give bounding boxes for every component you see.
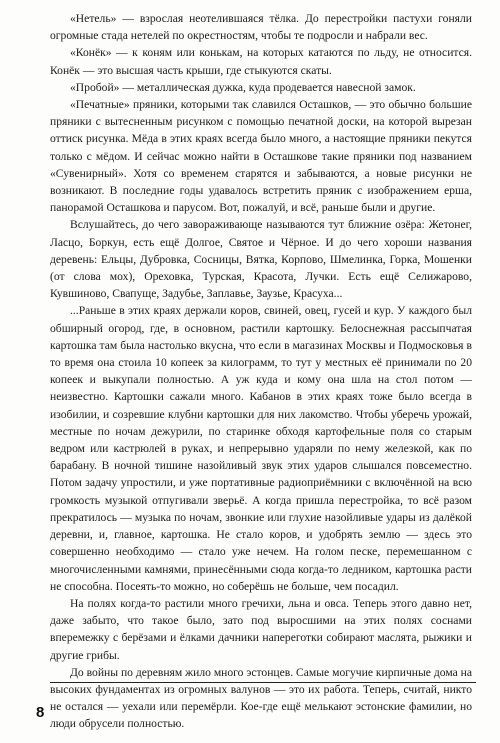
body-text [50, 10, 472, 733]
paragraph-netel: «Нетель» — взрослая неотелившаяся тёлка. До перестройки пастухи гоняли огромные стада нетелей по окрестностям, чтобы те подросли и набрали вес. [50, 12, 472, 43]
paragraph-estoncy: До войны по деревням жило много эстонцев. Самые могучие кирпичные дома на высоких фундаментах из огромных валунов — это их работа. Теперь, считай, никто не остался — уехали или перемёрли. Кое-где ещё мелькают эстонские фамилии, но люди обрусели полностью. [50, 665, 472, 731]
paragraph-polya: На полях когда-то растили много гречихи, льна и овса. Теперь этого давно нет, даже забыто, что такое было, зато под выросшими на этих полях соснами вперемежку с берёзами и ёлками дачники напереготки собирают маслята, рыжики и другие грибы. [50, 596, 472, 662]
paragraph-kartoshka: ...Раньше в этих краях держали коров, свиней, овец, гусей и кур. У каждого был обширный огород, где, в основном, растили картошку. Белоснежная рассыпчатая картошка там была настолько вкусна, что если в магазинах Москвы и Подмосковья в то время она стоила 10 копеек за килограмм, то тут у местных её принимали по 20 копеек и выкупали полностью. А уж куда и кому она шла на стол потом — неизвестно. Картошки сажали много. Кабанов в этих краях тоже было всегда в изобилии, и созревшие клубни картошки для них лакомство. Чтобы уберечь урожай, местные по ночам дежурили, по старинке обходя картофельные поля со старым ведром или кастрюлей в руках, и непрерывно ударяли по нему железкой, как по барабану. В ночной тишине назойливый звук этих ударов слышался повсеместно. Потом задачу упростили, и уже портативные радиоприёмники с включённой на всю громкость музыкой отпугивали зверьё. А когда пришла перестройка, то всё разом прекратилось — музыка по ночам, звонкие или глухие назойливые удары из далёкой деревни, и, главное, картошка. Не стало коров, и удобрять землю — здесь это совершенно необходимо — стало уже нечем. На голом песке, перемешанном с многочисленными камнями, принесёнными сюда когда-то ледником, картошка расти не способна. Посеять-то можно, но соберёшь не больше, чем посадил. [50, 304, 472, 593]
paragraph-konek: «Конёк» — к коням или конькам, на которых катаются по льду, не относится. Конёк — это высшая часть крыши, где стыкуются скаты. [50, 46, 472, 77]
paragraph-proboj: «Пробой» — металлическая дужка, куда продевается навесной замок. [70, 80, 416, 94]
footer-divider [50, 682, 476, 683]
paragraph-pryaniki: «Печатные» пряники, которыми так славился Осташков, — это обычно большие пряники с вытесненным рисунком с помощью печатной доски, на которой вырезан оттиск рисунка. Мёда в этих краях всегда было много, а настоящие пряники пекутся только с мёдом. И сейчас можно найти в Осташкове такие пряники под названием «Сувенирный». Хотя со временем старятся и забываются, а новые рисунки не возникают. В последние годы удавалось встретить пряник с изображением ерша, панорамой Осташкова и парусом. Вот, пожалуй, и всё, раньше были и другие. [50, 98, 472, 215]
page-number: 8 [36, 704, 45, 721]
paragraph-ozyora: Вслушайтесь, до чего завораживающе называются тут ближние озёра: Жетонег, Ласцо, Боркун, есть ещё Долгое, Святое и Чёрное. И до чего хороши названия деревень: Ельцы, Дубровка, Сосницы, Вятка, Корпово, Шмелинка, Горка, Мошенки (от слова мох), Ореховка, Турская, Красота, Лучки. Есть ещё Селижарово, Кувшиново, Свапуще, Задубье, Заплавье, Заузье, Красуха... [50, 218, 472, 301]
